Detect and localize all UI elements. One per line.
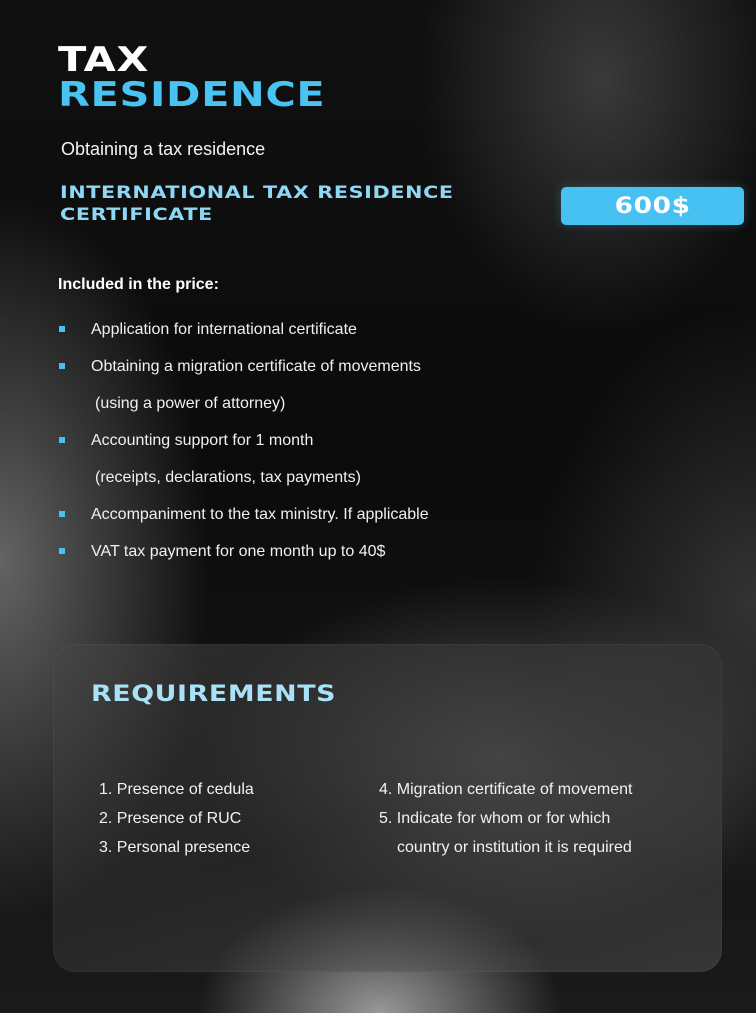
requirement-item-text: 5. Indicate for whom or for which [379,810,611,827]
included-item-text: Obtaining a migration certificate of movements [91,358,421,375]
requirements-right-list [379,775,699,862]
requirement-item [379,775,699,804]
bullet-square-icon [59,437,65,443]
requirements-card [53,644,722,972]
requirement-item [379,804,699,862]
requirement-item: 3. Personal presence [99,839,251,856]
bullet-square-icon [59,511,65,517]
included-item-continuation: (receipts, declarations, tax payments) [95,469,361,486]
bullet-square-icon [59,326,65,332]
included-list [58,311,678,570]
price-value: 600$ [614,193,691,219]
page-title-line2: RESIDENCE [58,75,326,115]
requirement-item: 1. Presence of cedula [99,781,254,798]
included-item-continuation: (using a power of attorney) [95,395,286,412]
included-item-text: Accounting support for 1 month [91,432,314,449]
requirements-title: REQUIREMENTS [91,682,337,707]
offer-title: INTERNATIONAL TAX RESIDENCE CERTIFICATE [60,183,454,225]
included-item-text: VAT tax payment for one month up to 40$ [91,543,386,560]
requirement-item: 2. Presence of RUC [99,810,242,827]
included-item [58,311,678,348]
page-title-line1: TAX [58,40,150,80]
requirements-left-list [99,775,254,862]
requirement-item-continuation: country or institution it is required [397,839,632,856]
included-item [58,422,678,496]
page-subtitle: Obtaining a tax residence [61,139,266,159]
included-label: Included in the price: [58,276,219,293]
included-item [58,533,678,570]
bullet-square-icon [59,363,65,369]
requirement-item-text: 4. Migration certificate of movement [379,781,633,798]
included-item-text: Accompaniment to the tax ministry. If applicable [91,506,429,523]
bullet-square-icon [59,548,65,554]
price-badge [561,187,744,225]
included-item [58,496,678,533]
included-item [58,348,678,422]
included-item-text: Application for international certificate [91,321,357,338]
